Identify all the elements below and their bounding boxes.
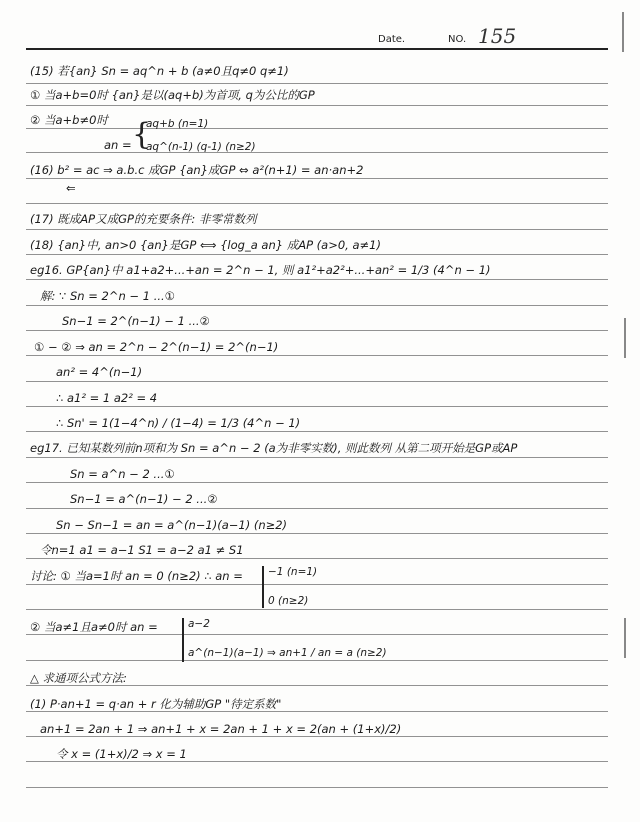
ruled-line [26, 761, 608, 762]
note-line-15-case1: ① 当a+b=0时 {an}是以(aq+b)为首项, q为公比的GP [30, 88, 315, 102]
note-line-16: (16) b² = ac ⇒ a.b.c 成GP {an}成GP ⇔ a²(n+1) = an·an+2 [30, 163, 364, 177]
date-label: Date. [378, 34, 406, 45]
ruled-line [26, 105, 608, 106]
example-16-step1: 解: ∵ Sn = 2^n − 1 ...① [40, 289, 175, 303]
piecewise-case-n1: aq+b (n=1) [146, 118, 209, 130]
discussion-case2: ② 当a≠1且a≠0时 an = [30, 620, 158, 634]
example-17-question: eg17. 已知某数列前n项和为 Sn = a^n − 2 (a为非零实数), 则此数列 从第二项开始是GP或AP [30, 441, 518, 455]
ruled-line [26, 355, 608, 356]
ruled-line [26, 558, 608, 559]
note-line-18: (18) {an}中, an>0 {an}是GP ⟺ {log_a an} 成AP (a>0, a≠1) [30, 238, 381, 252]
ruled-line [26, 83, 608, 84]
piecewise-brace: { [132, 117, 152, 152]
page-edge-mark [622, 12, 624, 52]
header-rule [26, 48, 608, 50]
ruled-line [26, 533, 608, 534]
number-label: NO. [448, 34, 467, 45]
example-16-result: ∴ Sn' = 1(1−4^n) / (1−4) = 1/3 (4^n − 1) [56, 416, 301, 430]
piecewise-bar [182, 618, 184, 662]
example-16-step2: Sn−1 = 2^(n−1) − 1 ...② [62, 314, 210, 328]
ruled-line [26, 482, 608, 483]
discussion-case2-n2: a^(n−1)(a−1) ⇒ an+1 / an = a (n≥2) [188, 647, 387, 659]
discussion-case1: 讨论: ① 当a=1时 an = 0 (n≥2) ∴ an = [30, 569, 243, 583]
example-16-step4: an² = 4^(n−1) [56, 365, 143, 379]
ruled-line [26, 178, 608, 179]
ruled-line [26, 660, 608, 661]
example-17-step4: 令n=1 a1 = a−1 S1 = a−2 a1 ≠ S1 [40, 543, 244, 557]
ruled-line [26, 736, 608, 737]
ruled-line [26, 406, 608, 407]
method-1: (1) P·an+1 = q·an + r 化为辅助GP "待定系数" [30, 697, 282, 711]
ruled-line [26, 634, 608, 635]
ruled-line [26, 431, 608, 432]
discussion-case1-n1: −1 (n=1) [268, 566, 318, 578]
ruled-line [26, 203, 608, 204]
ruled-line [26, 508, 608, 509]
ruled-line [26, 128, 608, 129]
page-edge-mark [624, 318, 626, 358]
note-line-17: (17) 既成AP又成GP的充要条件: 非零常数列 [30, 212, 257, 226]
piecewise-bar [262, 566, 264, 608]
ruled-line [26, 584, 608, 585]
page-number: 155 [478, 24, 517, 48]
ruled-line [26, 711, 608, 712]
page-edge-mark [624, 618, 626, 658]
reverse-arrow: ⇐ [66, 181, 76, 195]
piecewise-case-n2: aq^(n-1) (q-1) (n≥2) [146, 141, 256, 153]
discussion-case1-n2: 0 (n≥2) [268, 595, 309, 607]
example-17-step2: Sn−1 = a^(n−1) − 2 ...② [70, 492, 218, 506]
ruled-line [26, 685, 608, 686]
ruled-line [26, 457, 608, 458]
ruled-line [26, 787, 608, 788]
ruled-line [26, 381, 608, 382]
example-16-step3: ① − ② ⇒ an = 2^n − 2^(n−1) = 2^(n−1) [34, 340, 279, 354]
example-17-step3: Sn − Sn−1 = an = a^(n−1)(a−1) (n≥2) [56, 518, 288, 532]
method-1-solve: 令 x = (1+x)/2 ⇒ x = 1 [56, 747, 187, 761]
ruled-line [26, 254, 608, 255]
note-line-15: (15) 若{an} Sn = aq^n + b (a≠0且q≠0 q≠1) [30, 64, 289, 78]
ruled-line [26, 330, 608, 331]
discussion-case2-n1: a−2 [188, 618, 210, 630]
ruled-line [26, 305, 608, 306]
formula-an-label: an = [104, 138, 132, 152]
example-16-question: eg16. GP{an}中 a1+a2+...+an = 2^n − 1, 则 a1²+a2²+...+an² = 1/3 (4^n − 1) [30, 263, 491, 277]
ruled-line [26, 609, 608, 610]
ruled-line [26, 279, 608, 280]
example-16-step5: ∴ a1² = 1 a2² = 4 [56, 391, 158, 405]
example-17-step1: Sn = a^n − 2 ...① [70, 467, 175, 481]
ruled-line [26, 152, 608, 153]
note-line-15-case2: ② 当a+b≠0时 [30, 113, 108, 127]
general-term-heading: △ 求通项公式方法: [30, 671, 127, 685]
method-1-example: an+1 = 2an + 1 ⇒ an+1 + x = 2an + 1 + x = 2(an + (1+x)/2) [40, 722, 402, 736]
ruled-line [26, 229, 608, 230]
